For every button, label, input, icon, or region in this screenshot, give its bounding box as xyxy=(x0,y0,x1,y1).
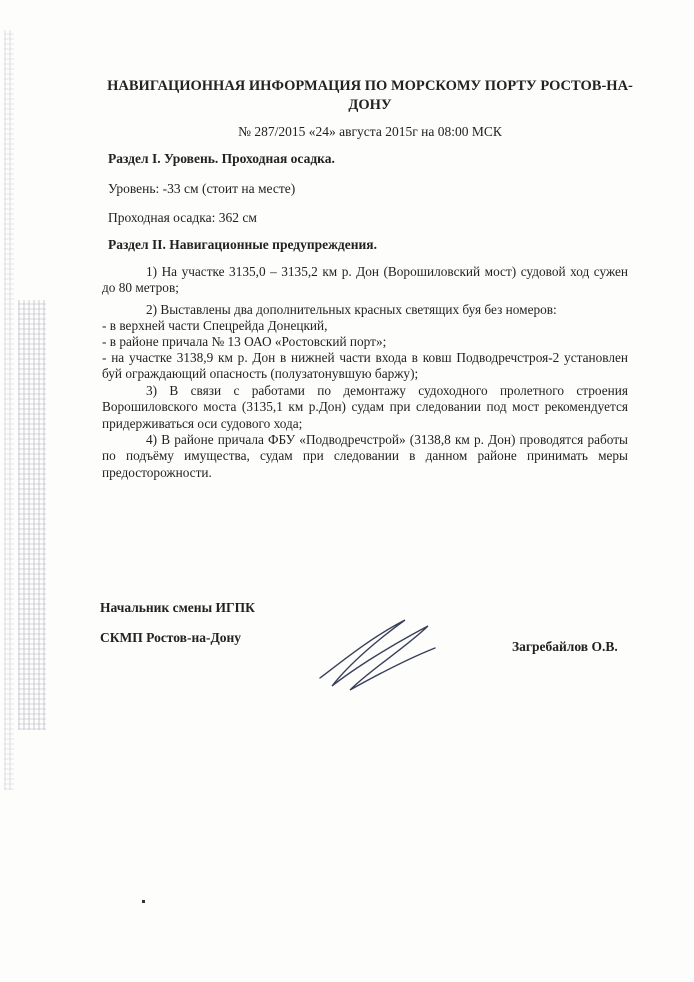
warning-item-2c: - на участке 3138,9 км р. Дон в нижней части входа в ковш Подводречстроя-2 установлен буй ограждающий опасность (полузатонувшую баржу); xyxy=(102,350,628,382)
scan-artifact xyxy=(18,300,46,730)
signer-name: Загребайлов О.В. xyxy=(512,639,618,654)
warning-item-2: 2) Выставлены два дополнительных красных светящих буя без номеров: xyxy=(146,302,557,317)
scan-artifact xyxy=(4,30,14,790)
section1-heading: Раздел I. Уровень. Проходная осадка. xyxy=(108,151,335,166)
document-number: № 287/2015 «24» августа 2015г на 08:00 МСК xyxy=(238,124,502,139)
warning-item-1: 1) На участке 3135,0 – 3135,2 км р. Дон (Ворошиловский мост) судовой ход сужен до 80 метров; xyxy=(102,264,628,296)
warning-item-3: 3) В связи с работами по демонтажу судоходного пролетного строения Ворошиловского моста (3135,1 км р.Дон) судам при следовании под мост рекомендуется придерживаться оси судового хода; xyxy=(102,383,628,431)
handwritten-signature xyxy=(310,608,440,698)
section2-heading: Раздел II. Навигационные предупреждения. xyxy=(108,237,377,252)
scan-speck xyxy=(142,900,145,903)
warning-item-4: 4) В районе причала ФБУ «Подводречстрой» (3138,8 км р. Дон) проводятся работы по подъёму имущества, судам при следовании в данном районе принимать меры предосторожности. xyxy=(102,432,628,480)
document-title: НАВИГАЦИОННАЯ ИНФОРМАЦИЯ ПО МОРСКОМУ ПОРТУ РОСТОВ-НА-ДОНУ xyxy=(107,78,633,113)
signer-position-line2: СКМП Ростов-на-Дону xyxy=(100,630,242,645)
passage-draft: Проходная осадка: 362 см xyxy=(108,210,257,225)
warning-item-2a: - в верхней части Спецрейда Донецкий, xyxy=(102,318,328,333)
signer-position-line1: Начальник смены ИГПК xyxy=(100,600,255,615)
water-level: Уровень: -33 см (стоит на месте) xyxy=(108,181,296,196)
warning-item-2b: - в районе причала № 13 ОАО «Ростовский порт»; xyxy=(102,334,387,349)
